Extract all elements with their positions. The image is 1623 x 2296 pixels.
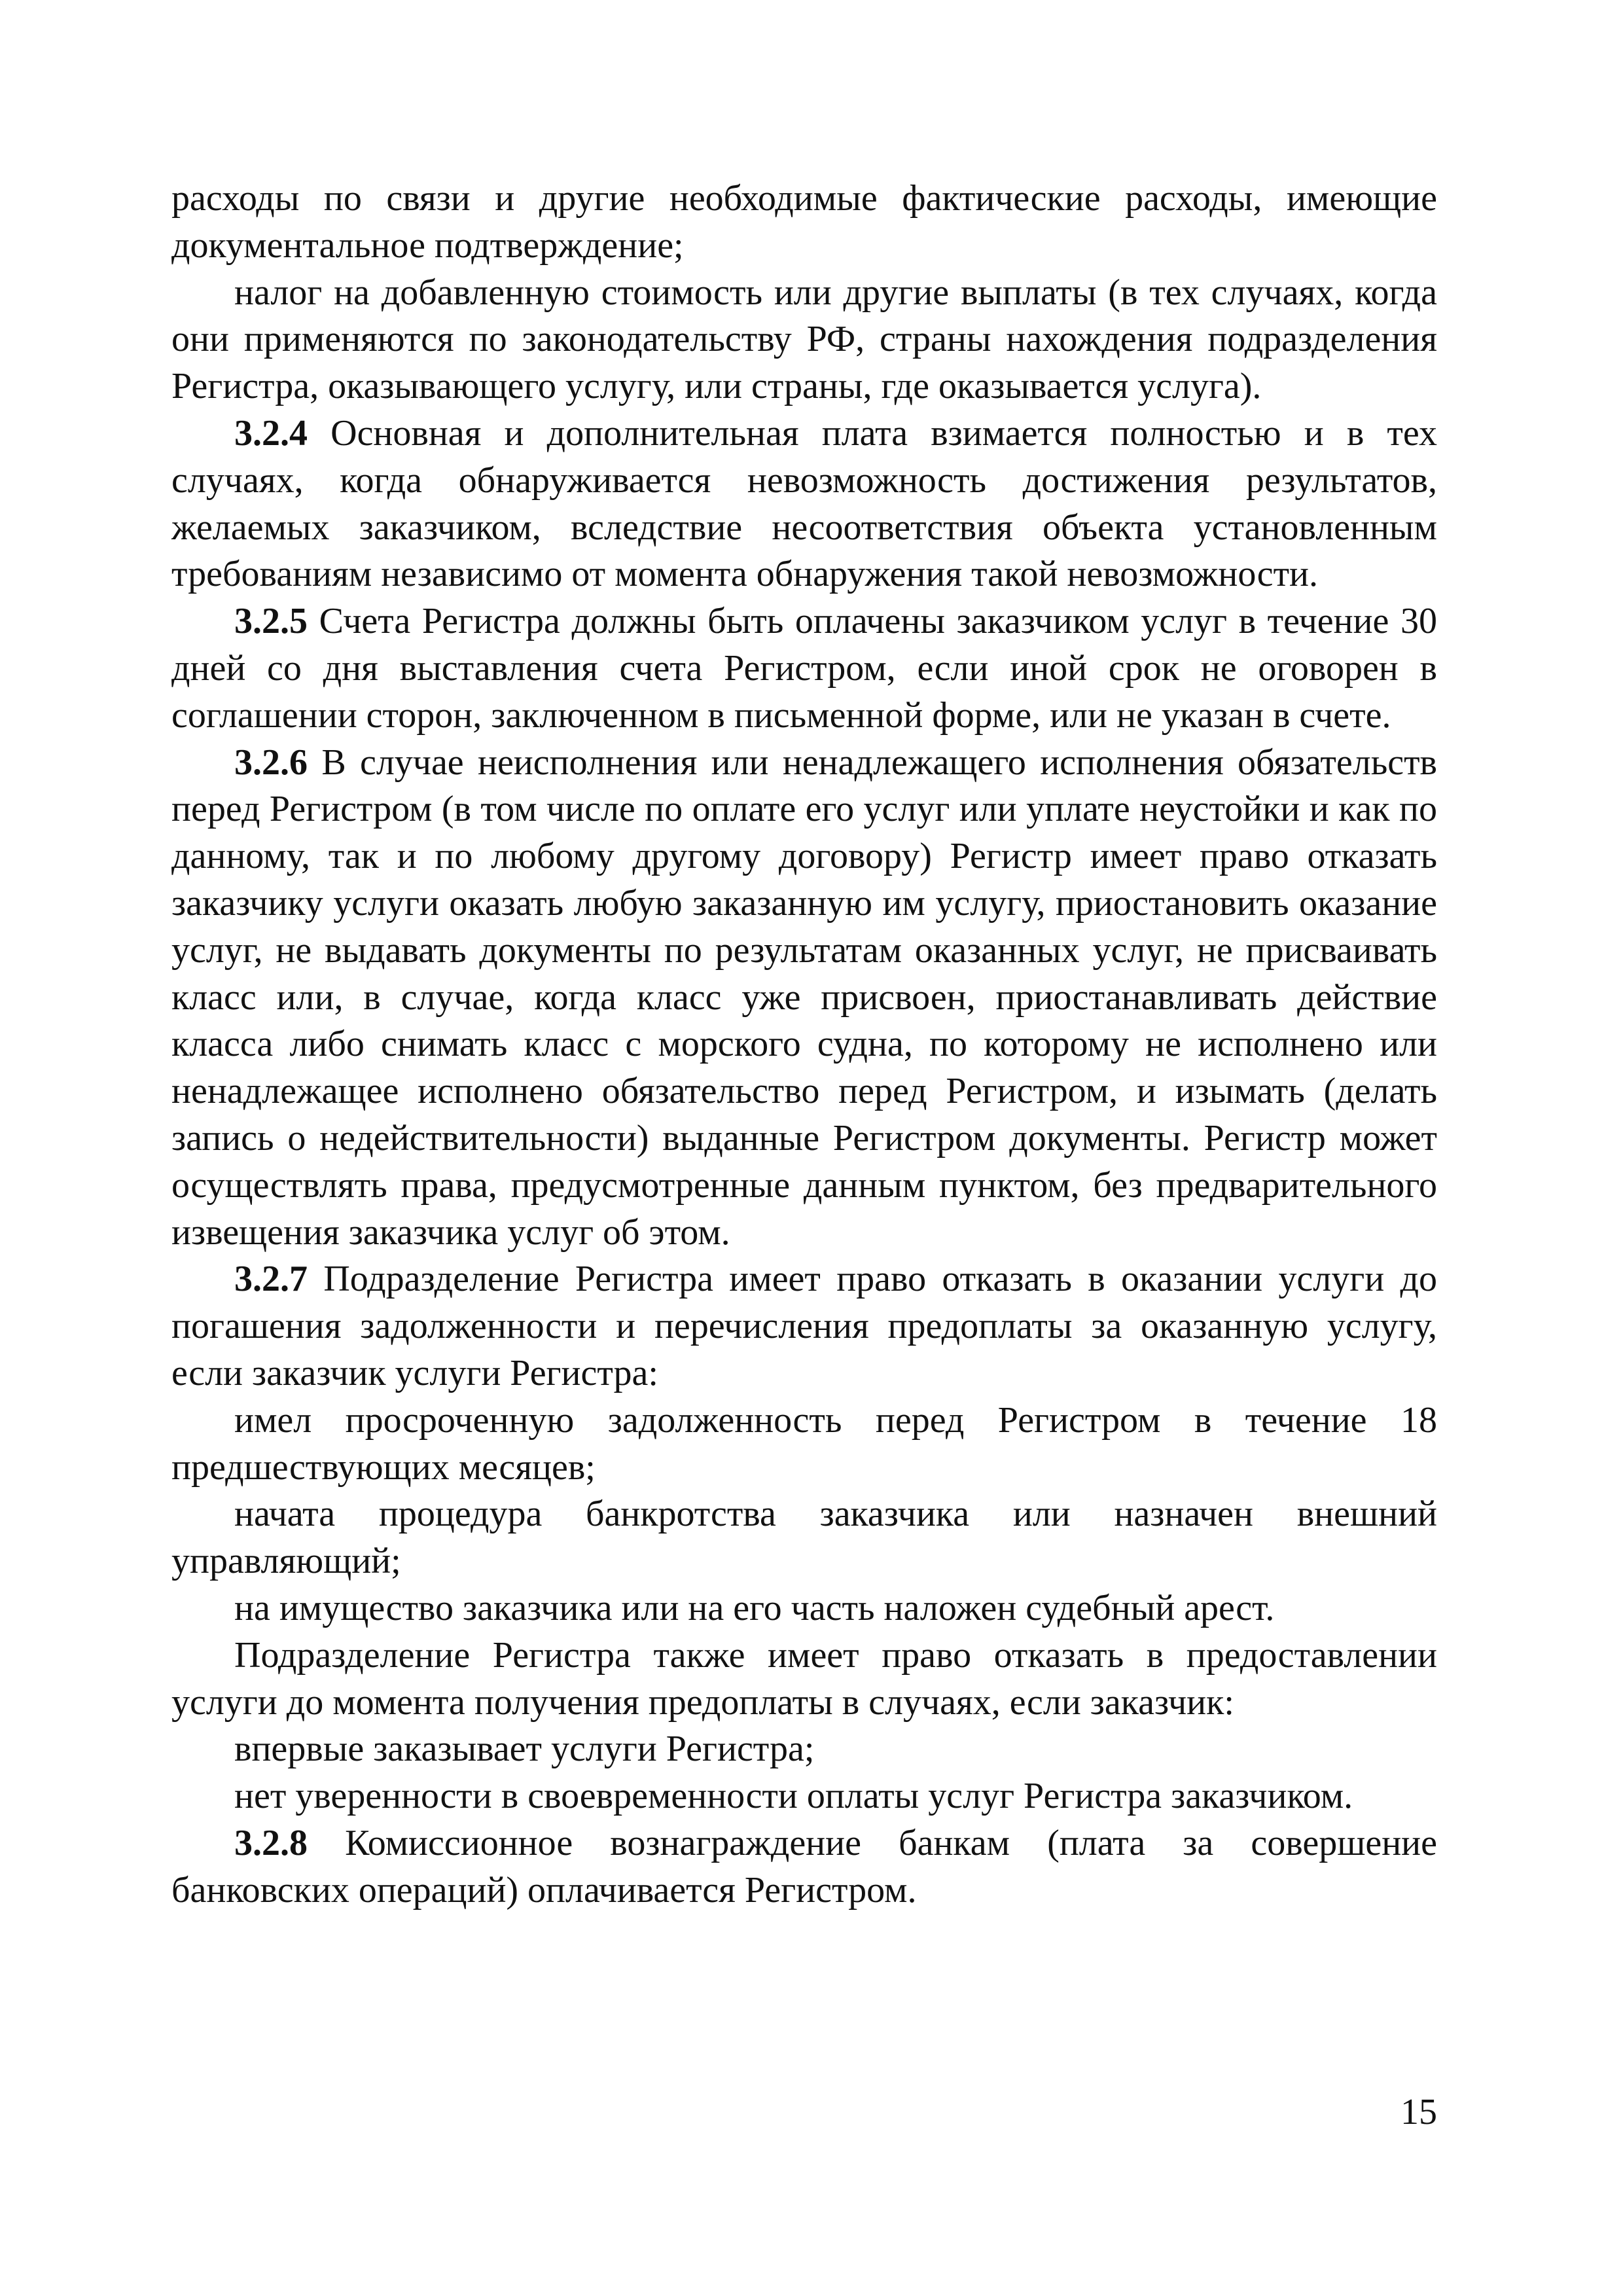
paragraph-3-2-6: 3.2.6 В случае неисполнения или ненадлежащего исполнения обязательств перед Регистром (в том числе по оплате его услуг или уплате неустойки и как по данному, так и по любому другому договору) Регистр имеет право отказать заказчику услуги оказать любую заказанную им услугу, приостановить оказание услуг, не выдавать документы по результатам оказанных услуг, не присваивать класс или, в случае, когда класс уже присвоен, приостанавливать действие класса либо снимать класс с морского судна, по которому не исполнено или ненадлежащее исполнено обязательство перед Регистром, и изымать (делать запись о недействительности) выданные Регистром документы. Регистр может осуществлять права, предусмотренные данным пунктом, без предварительного извещения заказчика услуг об этом. [171, 742, 1437, 1253]
clause-number: 3.2.6 [234, 742, 308, 783]
paragraph-expenses-communication: расходы по связи и другие необходимые фактические расходы, имеющие документальное подтверждение; [171, 178, 1437, 266]
list-item-arrest: на имущество заказчика или на его часть наложен судебный арест. [234, 1587, 1275, 1628]
list-item-no-confidence: нет уверенности в своевременности оплаты услуг Регистра заказчиком. [234, 1776, 1353, 1817]
list-item-bankruptcy: начата процедура банкротства заказчика или назначен внешний управляющий; [171, 1494, 1437, 1582]
list-item-overdue-debt: имел просроченную задолженность перед Регистром в течение 18 предшествующих месяцев; [171, 1399, 1437, 1488]
paragraph-prepayment: Подразделение Регистра также имеет право отказать в предоставлении услуги до момента получения предоплаты в случаях, если заказчик: [171, 1634, 1437, 1723]
clause-number: 3.2.5 [234, 601, 308, 642]
paragraph-vat: налог на добавленную стоимость или другие выплаты (в тех случаях, когда они применяются по законодательству РФ, страны нахождения подразделения Регистра, оказывающего услугу, или страны, где оказывается услуга). [171, 272, 1437, 407]
document-body [171, 175, 1437, 1914]
page-number: 15 [1400, 2092, 1437, 2132]
clause-number: 3.2.4 [234, 412, 308, 454]
paragraph-3-2-5: 3.2.5 Счета Регистра должны быть оплачены заказчиком услуг в течение 30 дней со дня выставления счета Регистром, если иной срок не оговорен в соглашении сторон, заключенном в письменной форме, или не указан в счете. [171, 601, 1437, 736]
paragraph-3-2-7: 3.2.7 Подразделение Регистра имеет право отказать в оказании услуги до погашения задолженности и перечисления предоплаты за оказанную услугу, если заказчик услуги Регистра: [171, 1259, 1437, 1393]
list-item-first-order: впервые заказывает услуги Регистра; [234, 1729, 815, 1770]
clause-number: 3.2.7 [234, 1259, 308, 1300]
paragraph-3-2-4: 3.2.4 Основная и дополнительная плата взимается полностью и в тех случаях, когда обнаруживается невозможность достижения результатов, желаемых заказчиком, вследствие несоответствия объекта установленным требованиям независимо от момента обнаружения такой невозможности. [171, 412, 1437, 595]
paragraph-3-2-8: 3.2.8 Комиссионное вознаграждение банкам (плата за совершение банковских операций) оплачивается Регистром. [171, 1822, 1437, 1910]
clause-number: 3.2.8 [234, 1822, 308, 1863]
